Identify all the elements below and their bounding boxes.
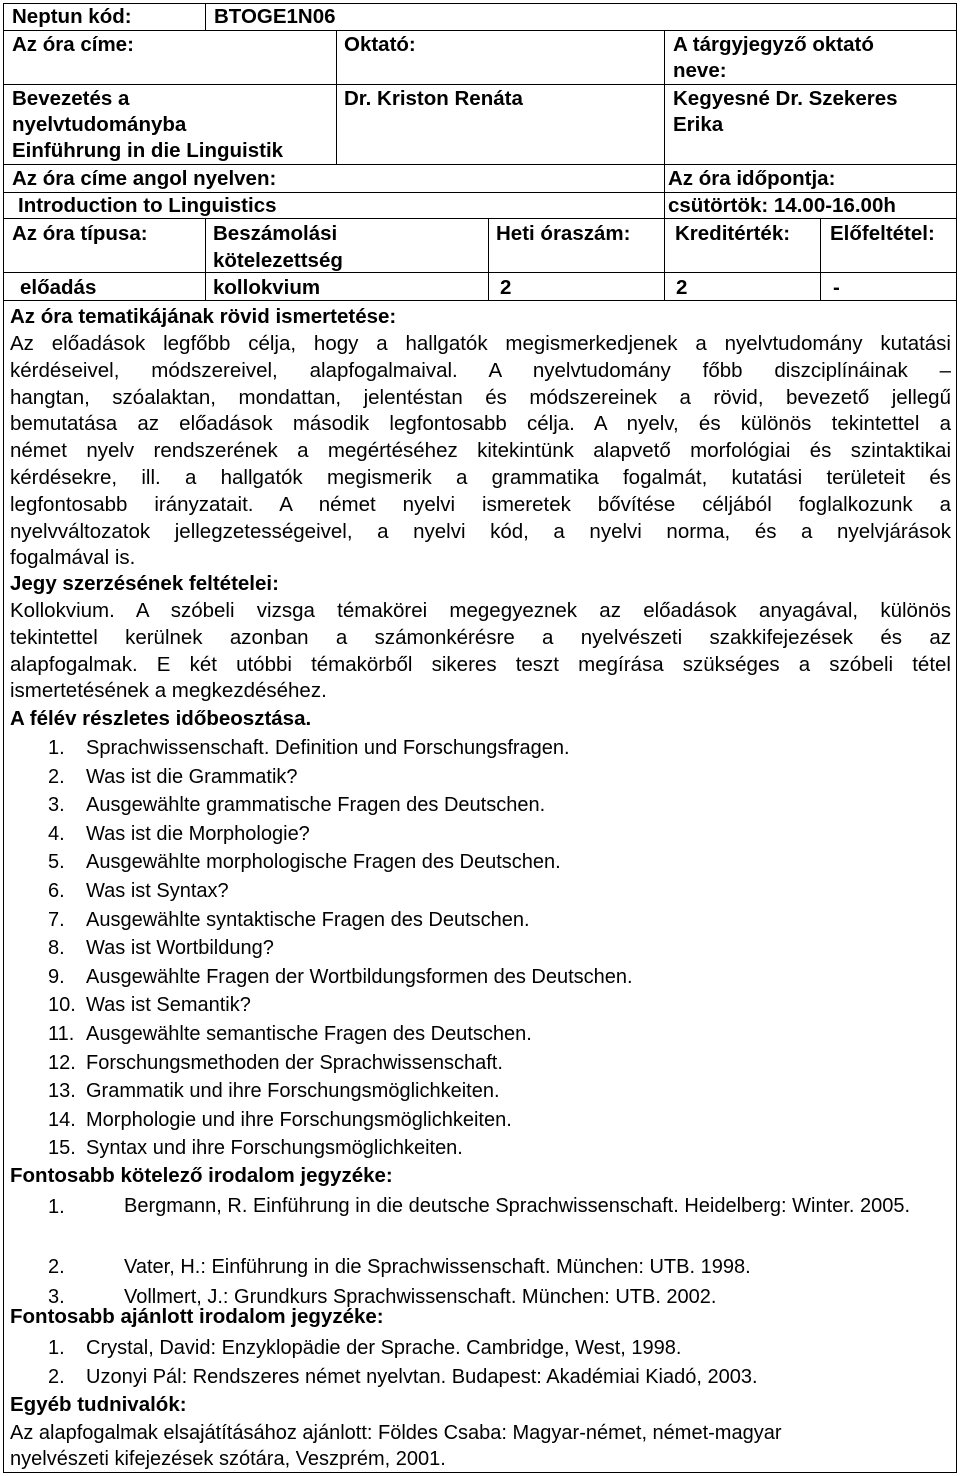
list-item-text: Ausgewählte morphologische Fragen des Deutschen.: [86, 851, 561, 874]
list-item-number: 2.: [48, 1365, 65, 1388]
list-item-number: 7.: [48, 908, 65, 931]
grading-line: ismertetésének a megkezdéséhez.: [10, 679, 327, 703]
english-title-label: Az óra címe angol nyelven:: [12, 167, 277, 190]
list-item-text: Ausgewählte semantische Fragen des Deutschen.: [86, 1022, 532, 1045]
course-title-hungarian-line-2: nyelvtudományba: [12, 113, 187, 136]
row-divider: [3, 300, 957, 301]
summary-line: német nyelv rendszerének a megértéséhez kitekintünk alapvető morfológiai és szintaktikai: [10, 439, 951, 463]
list-item-text: Morphologie und ihre Forschungsmöglichkeiten.: [86, 1108, 512, 1131]
instructor-label: Oktató:: [344, 33, 416, 56]
weekly-hours-label: Heti óraszám:: [496, 222, 631, 245]
credit-label: Kreditérték:: [675, 222, 791, 245]
list-item-number: 5.: [48, 851, 65, 874]
list-item-number: 12.: [48, 1051, 76, 1074]
list-item-text: Ausgewählte Fragen der Wortbildungsformen des Deutschen.: [86, 965, 633, 988]
column-divider: [820, 218, 821, 300]
list-item-number: 8.: [48, 937, 65, 960]
course-title-hungarian: Bevezetés a: [12, 87, 130, 110]
list-item-number: 2.: [48, 765, 65, 788]
list-item-text: Was ist Wortbildung?: [86, 937, 274, 960]
column-divider: [488, 218, 489, 300]
list-item-number: 10.: [48, 994, 76, 1017]
grading-line: Kollokvium. A szóbeli vizsga témakörei megegyeznek az előadások anyagával, különös: [10, 599, 951, 622]
recommended-reading-heading: Fontosabb ajánlott irodalom jegyzéke:: [10, 1305, 384, 1328]
course-type-value: előadás: [20, 276, 97, 299]
list-item-text: Syntax und ihre Forschungsmöglichkeiten.: [86, 1137, 463, 1160]
column-divider: [664, 218, 665, 300]
summary-line: fogalmával is.: [10, 546, 136, 570]
list-item-text: Vollmert, J.: Grundkurs Sprachwissenschaft. München: UTB. 2002.: [124, 1286, 717, 1308]
summary-line: kérdésekre, ill. a hallgatók megismerik a grammatika fogalmát, kutatási területeit és: [10, 465, 951, 489]
required-reading-list: [48, 1193, 956, 1311]
course-title-german: Einführung in die Linguistik: [12, 139, 284, 162]
course-title-label: Az óra címe:: [12, 33, 134, 56]
assessment-label-line-2: kötelezettség: [213, 249, 343, 272]
list-item-text: Was ist die Morphologie?: [86, 822, 310, 845]
column-divider: [205, 3, 206, 31]
time-label: Az óra időpontja:: [668, 167, 836, 190]
schedule-heading: A félév részletes időbeosztása.: [10, 707, 312, 730]
list-item-text: Crystal, David: Enzyklopädie der Sprache. Cambridge, West, 1998.: [86, 1337, 682, 1359]
list-item-text: Ausgewählte grammatische Fragen des Deutschen.: [86, 794, 546, 817]
list-item-number: 11.: [48, 1022, 75, 1045]
summary-line: hangtan, szóalaktan, mondattan, jelentéstan és módszereinek a rövid, bevezető jellegű: [10, 385, 951, 409]
summary-line: legfontosabb irányzatait. A német nyelvi ismeretek bővítése céljából foglalkozunk a: [10, 492, 951, 516]
list-item-number: 3.: [48, 1286, 65, 1308]
required-reading-heading: Fontosabb kötelező irodalom jegyzéke:: [10, 1164, 393, 1187]
summary-line: kérdéseivel, módszereivel, alapfogalmaival. A nyelvtudomány főbb diszciplínáinak –: [10, 358, 951, 382]
list-item-text: Uzonyi Pál: Rendszeres német nyelvtan. Budapest: Akadémiai Kiadó, 2003.: [86, 1365, 758, 1388]
english-title-value: Introduction to Linguistics: [18, 194, 277, 217]
list-item-text: Forschungsmethoden der Sprachwissenschaft.: [86, 1051, 503, 1074]
list-item-number: 14.: [48, 1108, 76, 1131]
list-item-text: Was ist Syntax?: [86, 879, 229, 902]
grading-line: tekintettel kerülnek azonban a számonkérésre a nyelvészeti szakkifejezések és az: [10, 625, 951, 649]
list-item-number: 1.: [48, 737, 65, 759]
list-item-text: Was ist Semantik?: [86, 994, 251, 1017]
list-item-text: Bergmann, R. Einführung in die deutsche Sprachwissenschaft. Heidelberg: Winter. 2005.: [124, 1195, 910, 1217]
summary-line: nyelvváltozatok jellegzetességeivel, a nyelvi kód, a nyelvi norma, és a nyelvjárások: [10, 519, 951, 543]
summary-paragraph: [10, 331, 951, 572]
summary-line: bemutatása az előadások második legfontosabb célja. A nyelv, és különös tekintettel a: [10, 412, 951, 436]
weekly-hours-value: 2: [500, 276, 512, 299]
instructor-name: Dr. Kriston Renáta: [344, 87, 523, 110]
list-item-text: Was ist die Grammatik?: [86, 765, 298, 788]
row-divider: [3, 272, 957, 273]
course-type-label: Az óra típusa:: [12, 222, 148, 245]
list-item-number: 2.: [48, 1256, 65, 1278]
list-item-text: Sprachwissenschaft. Definition und Forschungsfragen.: [86, 737, 570, 759]
neptun-code-value: BTOGE1N06: [214, 5, 336, 28]
row-divider: [3, 164, 957, 165]
row-divider: [3, 30, 957, 31]
time-value: csütörtök: 14.00-16.00h: [668, 194, 896, 217]
list-item-number: 15.: [48, 1137, 76, 1160]
list-item: [48, 1253, 956, 1281]
list-item-text: Ausgewählte syntaktische Fragen des Deutschen.: [86, 908, 530, 931]
column-divider: [336, 30, 337, 164]
list-item-number: 6.: [48, 879, 65, 902]
column-divider: [664, 30, 665, 164]
list-item-number: 1.: [48, 1337, 65, 1359]
other-notes-heading: Egyéb tudnivalók:: [10, 1393, 187, 1416]
list-item: [48, 1193, 956, 1247]
list-item-text: Vater, H.: Einführung in die Sprachwissenschaft. München: UTB. 1998.: [124, 1256, 751, 1278]
list-item-number: 9.: [48, 965, 65, 988]
grading-paragraph: [10, 598, 951, 705]
recorder-label: A tárgyjegyző oktató: [673, 33, 874, 56]
assessment-label: Beszámolási: [213, 222, 338, 245]
grading-heading: Jegy szerzésének feltételei:: [10, 572, 279, 595]
recorder-name-line-2: Erika: [673, 113, 724, 136]
column-divider: [205, 218, 206, 300]
column-divider: [664, 164, 665, 220]
prerequisite-label: Előfeltétel:: [830, 222, 935, 245]
list-item-text: Grammatik und ihre Forschungsmöglichkeiten.: [86, 1080, 500, 1103]
recorder-name: Kegyesné Dr. Szekeres: [673, 87, 898, 110]
credit-value: 2: [676, 276, 688, 299]
neptun-code-label: Neptun kód:: [12, 5, 132, 28]
grading-line: alapfogalmak. E két utóbbi témakörből sikeres teszt megírása szükséges a szóbeli tétel: [10, 652, 951, 676]
list-item-number: 4.: [48, 822, 65, 845]
list-item-number: 13.: [48, 1080, 76, 1103]
assessment-value: kollokvium: [213, 276, 321, 299]
summary-line: Az előadások legfőbb célja, hogy a hallgatók megismerkedjenek a nyelvtudomány kutatási: [10, 332, 951, 355]
summary-heading: Az óra tematikájának rövid ismertetése:: [10, 305, 397, 328]
row-divider: [3, 84, 957, 85]
prerequisite-value: -: [833, 276, 840, 299]
recorder-label-line-2: neve:: [673, 59, 727, 82]
other-notes-line: Az alapfogalmak elsajátításához ajánlott: Földes Csaba: Magyar-német, német-magyar: [10, 1422, 782, 1444]
other-notes-line: nyelvészeti kifejezések szótára, Veszprém, 2001.: [10, 1448, 446, 1470]
list-item-number: 1.: [48, 1196, 65, 1218]
list-item-number: 3.: [48, 794, 65, 817]
